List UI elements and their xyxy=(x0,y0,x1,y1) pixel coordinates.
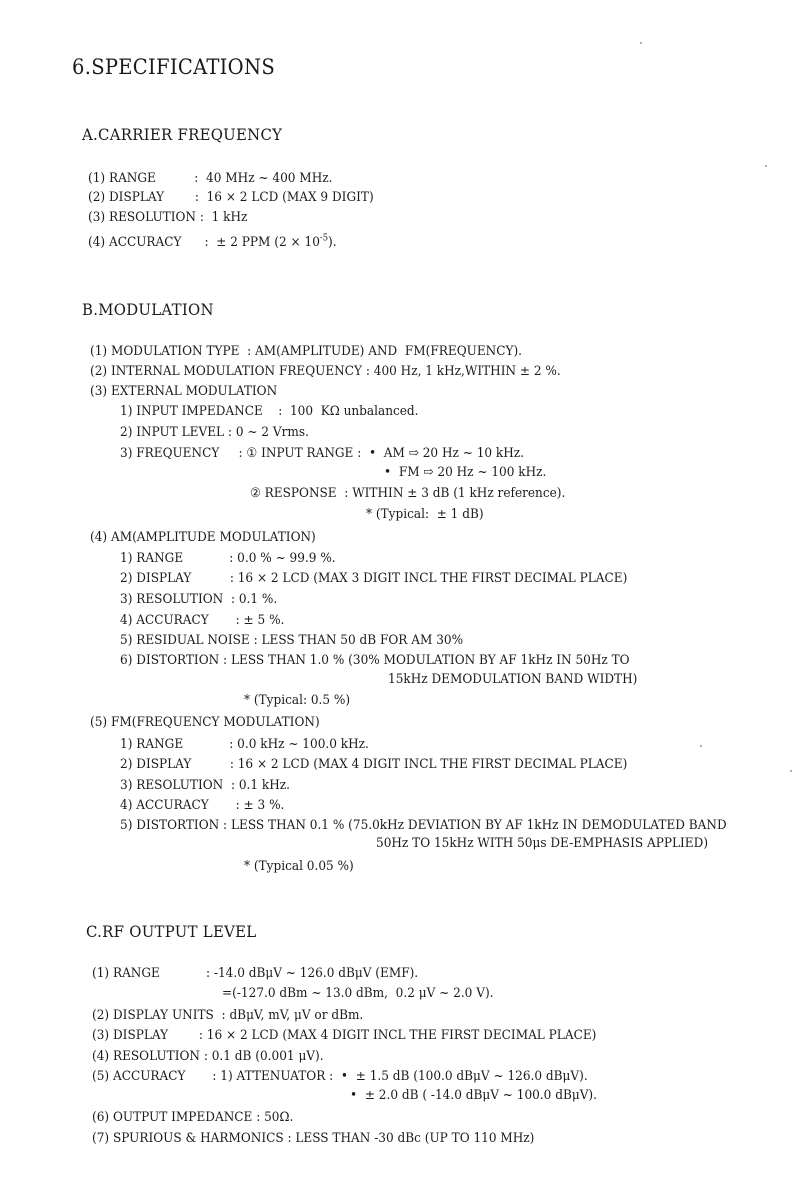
response-typical-line: * (Typical: ± 1 dB) xyxy=(366,507,484,522)
section-b-heading: B.MODULATION xyxy=(82,300,214,319)
rf-display-units-line: (2) DISPLAY UNITS : dBμV, mV, μV or dBm. xyxy=(92,1008,364,1023)
carrier-accuracy-main: (4) ACCURACY : ± 2 PPM (2 × 10 xyxy=(88,235,320,250)
fm-accuracy-line: 4) ACCURACY : ± 3 %. xyxy=(120,798,285,813)
rf-display-line: (3) DISPLAY : 16 × 2 LCD (MAX 4 DIGIT INCL THE FIRST DECIMAL PLACE) xyxy=(92,1028,597,1043)
fm-typical-line: * (Typical 0.05 %) xyxy=(244,859,354,874)
rf-accuracy-cont-line: • ± 2.0 dB ( -14.0 dBμV ~ 100.0 dBμV). xyxy=(350,1088,598,1103)
carrier-resolution-line: (3) RESOLUTION : 1 kHz xyxy=(88,210,248,225)
carrier-accuracy-end: ). xyxy=(328,235,337,250)
section-c-heading: C.RF OUTPUT LEVEL xyxy=(86,922,257,941)
frequency-response-line: ② RESPONSE : WITHIN ± 3 dB (1 kHz reference). xyxy=(250,486,566,501)
rf-range-equiv-line: =(-127.0 dBm ~ 13.0 dBm, 0.2 μV ~ 2.0 V). xyxy=(222,986,494,1001)
fm-display-line: 2) DISPLAY : 16 × 2 LCD (MAX 4 DIGIT INCL THE FIRST DECIMAL PLACE) xyxy=(120,757,628,772)
am-distortion-cont-line: 15kHz DEMODULATION BAND WIDTH) xyxy=(388,672,638,687)
fm-resolution-line: 3) RESOLUTION : 0.1 kHz. xyxy=(120,778,291,793)
rf-output-impedance-line: (6) OUTPUT IMPEDANCE : 50Ω. xyxy=(92,1110,294,1125)
frequency-input-range-line: 3) FREQUENCY : ① INPUT RANGE : • AM ⇨ 20 Hz ~ 10 kHz. xyxy=(120,446,525,461)
scan-speck xyxy=(790,770,792,772)
frequency-fm-range-line: • FM ⇨ 20 Hz ~ 100 kHz. xyxy=(384,465,547,480)
am-typical-line: * (Typical: 0.5 %) xyxy=(244,693,351,708)
input-level-line: 2) INPUT LEVEL : 0 ~ 2 Vrms. xyxy=(120,425,309,440)
am-residual-noise-line: 5) RESIDUAL NOISE : LESS THAN 50 dB FOR AM 30% xyxy=(120,633,464,648)
rf-resolution-line: (4) RESOLUTION : 0.1 dB (0.001 μV). xyxy=(92,1049,324,1064)
fm-range-line: 1) RANGE : 0.0 kHz ~ 100.0 kHz. xyxy=(120,737,369,752)
scan-speck xyxy=(640,42,642,44)
am-range-line: 1) RANGE : 0.0 % ~ 99.9 %. xyxy=(120,551,336,566)
input-impedance-line: 1) INPUT IMPEDANCE : 100 KΩ unbalanced. xyxy=(120,404,419,419)
scan-speck xyxy=(700,745,702,747)
carrier-display-line: (2) DISPLAY : 16 × 2 LCD (MAX 9 DIGIT) xyxy=(88,190,374,205)
carrier-accuracy-line xyxy=(88,235,337,251)
fm-distortion-cont-line: 50Hz TO 15kHz WITH 50μs DE-EMPHASIS APPLIED) xyxy=(376,836,709,851)
internal-modulation-line: (2) INTERNAL MODULATION FREQUENCY : 400 Hz, 1 kHz,WITHIN ± 2 %. xyxy=(90,364,561,379)
scan-speck xyxy=(765,165,767,167)
carrier-accuracy-exponent: -5 xyxy=(319,233,329,244)
am-display-line: 2) DISPLAY : 16 × 2 LCD (MAX 3 DIGIT INCL THE FIRST DECIMAL PLACE) xyxy=(120,571,628,586)
rf-spurious-line: (7) SPURIOUS & HARMONICS : LESS THAN -30 dBc (UP TO 110 MHz) xyxy=(92,1131,535,1146)
rf-accuracy-line: (5) ACCURACY : 1) ATTENUATOR : • ± 1.5 dB (100.0 dBμV ~ 126.0 dBμV). xyxy=(92,1069,588,1084)
page-title: 6.SPECIFICATIONS xyxy=(72,55,276,79)
external-modulation-line: (3) EXTERNAL MODULATION xyxy=(90,384,278,399)
am-heading-line: (4) AM(AMPLITUDE MODULATION) xyxy=(90,530,316,545)
am-distortion-line: 6) DISTORTION : LESS THAN 1.0 % (30% MODULATION BY AF 1kHz IN 50Hz TO xyxy=(120,653,630,668)
am-resolution-line: 3) RESOLUTION : 0.1 %. xyxy=(120,592,278,607)
am-accuracy-line: 4) ACCURACY : ± 5 %. xyxy=(120,613,285,628)
carrier-range-line: (1) RANGE : 40 MHz ~ 400 MHz. xyxy=(88,171,333,186)
fm-heading-line: (5) FM(FREQUENCY MODULATION) xyxy=(90,715,320,730)
section-a-heading: A.CARRIER FREQUENCY xyxy=(82,125,283,144)
fm-distortion-line: 5) DISTORTION : LESS THAN 0.1 % (75.0kHz DEVIATION BY AF 1kHz IN DEMODULATED BAND xyxy=(120,818,727,833)
rf-range-line: (1) RANGE : -14.0 dBμV ~ 126.0 dBμV (EMF). xyxy=(92,966,419,981)
modulation-type-line: (1) MODULATION TYPE : AM(AMPLITUDE) AND FM(FREQUENCY). xyxy=(90,344,523,359)
